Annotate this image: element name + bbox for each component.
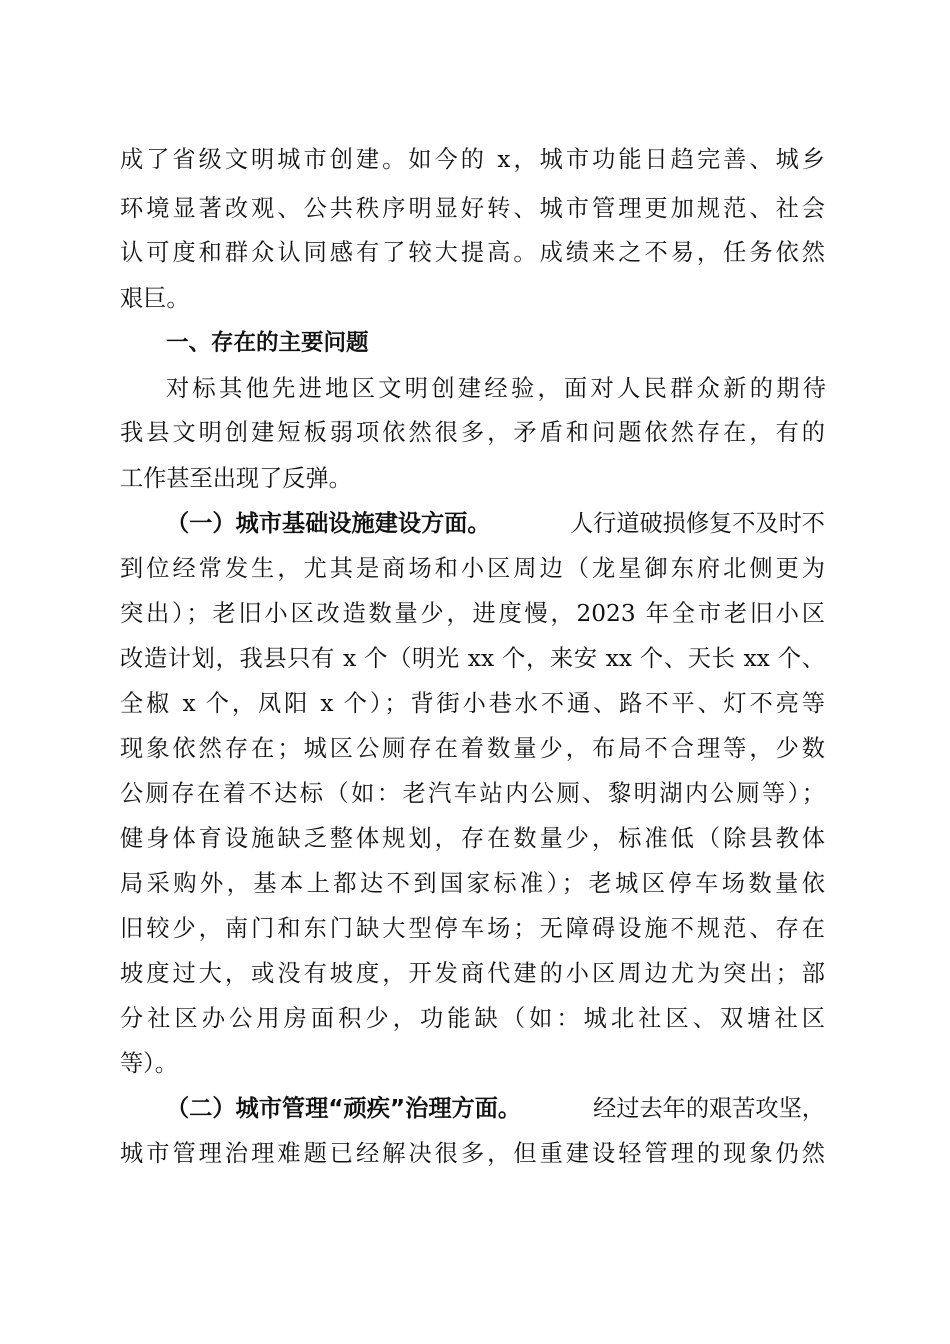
item1-line-10: 坡度过大，或没有坡度，开发商代建的小区周边尤为突出；部 bbox=[120, 960, 825, 987]
section-heading: 一、存在的主要问题 bbox=[166, 330, 369, 356]
intro-line-1: 成了省级文明城市创建。如今的 x，城市功能日趋完善、城乡 bbox=[120, 146, 825, 173]
item1-first-line bbox=[166, 507, 825, 541]
intro-line-2: 环境显著改观、公共秩序明显好转、城市管理更加规范、社会 bbox=[120, 195, 825, 222]
item1-first-rest: 人行道破损修复不及时不 bbox=[569, 510, 825, 537]
item1-line-5: 现象依然存在；城区公厕存在着数量少，布局不合理等，少数 bbox=[120, 735, 825, 762]
item1-line-6: 公厕存在着不达标（如：老汽车站内公厕、黎明湖内公厕等）； bbox=[120, 780, 825, 807]
item2-first-rest: 经过去年的艰苦攻坚， bbox=[593, 1095, 825, 1122]
section1-line-3: 工作甚至出现了反弹。 bbox=[120, 465, 352, 492]
item1-line-9: 旧较少，南门和东门缺大型停车场；无障碍设施不规范、存在 bbox=[120, 915, 825, 942]
item2-title: （二）城市管理“顽疾”治理方面。 bbox=[166, 1095, 522, 1122]
item2-first-line bbox=[166, 1092, 825, 1126]
item1-line-2: 突出）；老旧小区改造数量少，进度慢，2023 年全市老旧小区 bbox=[120, 600, 825, 627]
item1-line-11: 分社区办公用房面积少，功能缺（如：城北社区、双塘社区 bbox=[120, 1005, 825, 1032]
item1-line-1: 到位经常发生，尤其是商场和小区周边（龙星御东府北侧更为 bbox=[120, 555, 825, 582]
item1-line-4: 全椒 x 个，凤阳 x 个）；背街小巷水不通、路不平、灯不亮等 bbox=[120, 690, 825, 717]
item1-line-12: 等）。 bbox=[120, 1050, 178, 1077]
section1-line-1: 对标其他先进地区文明创建经验，面对人民群众新的期待 bbox=[166, 375, 826, 402]
intro-line-3: 认可度和群众认同感有了较大提高。成绩来之不易，任务依然 bbox=[120, 239, 825, 266]
item1-title: （一）城市基础设施建设方面。 bbox=[166, 510, 491, 537]
item1-line-7: 健身体育设施缺乏整体规划，存在数量少，标准低（除县教体 bbox=[120, 825, 825, 852]
item1-line-8: 局采购外，基本上都达不到国家标准）；老城区停车场数量依 bbox=[120, 870, 825, 897]
intro-line-4: 艰巨。 bbox=[120, 285, 190, 312]
section1-line-2: 我县文明创建短板弱项依然很多，矛盾和问题依然存在，有的 bbox=[120, 419, 825, 446]
item1-line-3: 改造计划，我县只有 x 个（明光 xx 个，来安 xx 个、天长 xx 个、 bbox=[120, 645, 825, 672]
item2-line-1: 城市管理治理难题已经解决很多，但重建设轻管理的现象仍然 bbox=[120, 1140, 825, 1167]
